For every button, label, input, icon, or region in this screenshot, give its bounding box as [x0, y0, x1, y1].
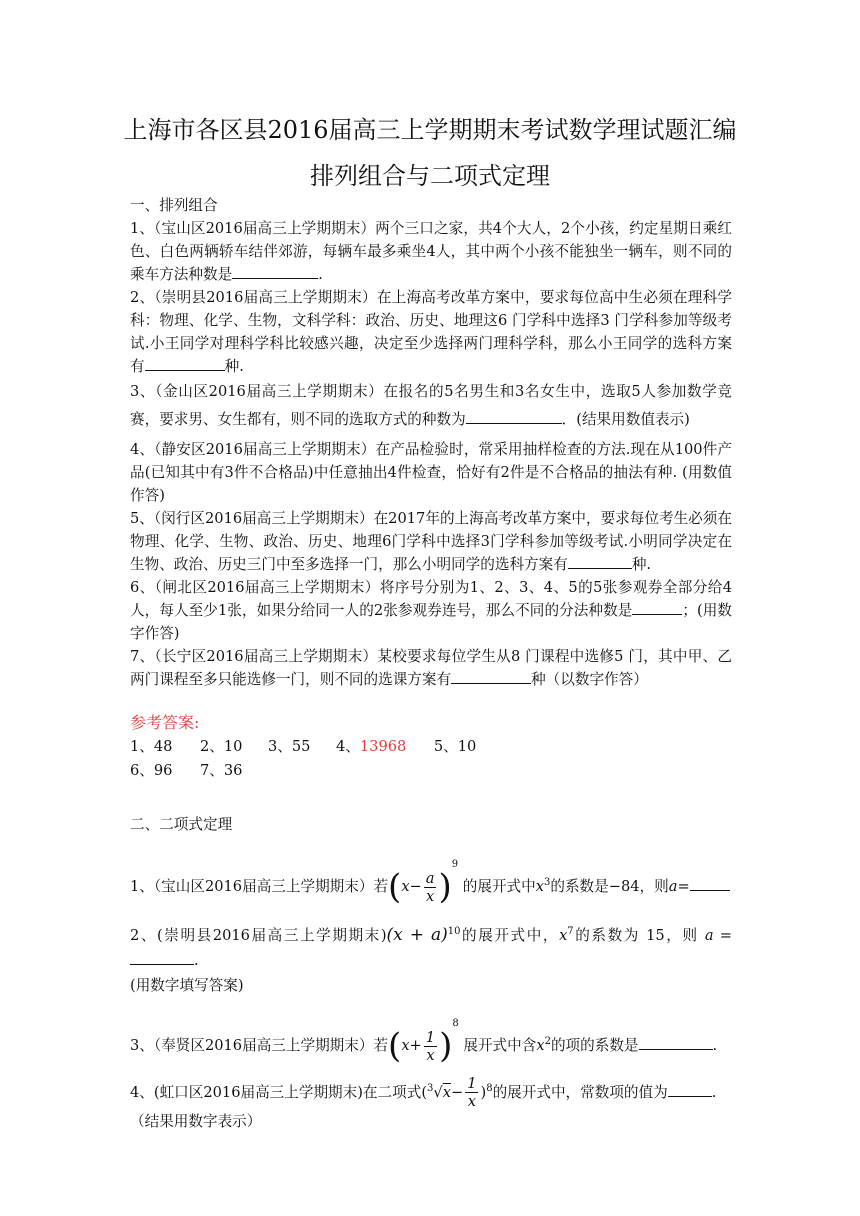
answer-blank: [639, 1035, 713, 1050]
answer-blank: [466, 409, 562, 424]
question-1-5: 5、（闵行区2016届高三上学期期末）在2017年的上海高考改革方案中，要求每位考生必须在物理、化学、生物、政治、历史、地理6门学科中选择3门学科参加等级考试.小明同学决定在生物、政治、历史三门中至多选择一门，那么小明同学的选科方案有 种.: [130, 510, 732, 573]
question-1-7: 7、（长宁区2016届高三上学期期末）某校要求每位学生从8 门课程中选修5 门，其中甲、乙两门课程至多只能选修一门，则不同的选课方案有 种（以数字作答）: [130, 648, 732, 688]
question-1-6: 6、（闸北区2016届高三上学期期末）将序号分别为1、2、3、4、5的5张参观券全部分给4人，每人至少1张，如果分给同一人的2张参观券连号，那么不同的分法种数是 ；(用数字作答): [130, 579, 732, 642]
question-2-4: 4、(虹口区2016届高三上学期期末)在二项式($^3$√x− $\frac{1}{x}$ )$^8$的展开式中，常数项的值为 .: [130, 1075, 717, 1111]
answer-blank: [145, 356, 225, 371]
document-title: 上海市各区县2016届高三上学期期末考试数学理试题汇编: [123, 116, 737, 144]
question-2-3: 3、（奉贤区2016届高三上学期期末）若(x+ $\frac{1}{x}$ )$^8$ 展开式中含$x^2$的项的系数是 .: [130, 1018, 718, 1067]
answer-blank: [232, 264, 318, 279]
highlighted-answer: 13968: [359, 738, 407, 755]
answer-blank: [690, 876, 730, 891]
answer-blank: [568, 554, 632, 569]
question-1-1: 1、（宝山区2016届高三上学期期末）两个三口之家，共4个大人，2个小孩，约定星期日乘红色、白色两辆轿车结伴郊游，每辆车最多乘坐4人，其中两个小孩不能独坐一辆车，则不同的乘车方法种数是 .: [130, 220, 732, 283]
answer-blank: [130, 950, 194, 965]
document-subtitle: 排列组合与二项式定理: [310, 162, 550, 190]
question-2-1: 1、（宝山区2016届高三上学期期末）若(x− $\frac{a}{x}$ )$^9$ 的展开式中$x^3$的系数是−84，则a=: [130, 850, 732, 905]
section-heading-combinatorics: 一、排列组合: [130, 197, 218, 214]
document-body: [130, 194, 732, 1133]
answers-heading: 参考答案:: [130, 713, 200, 732]
answers-row-2: 6、96 7、36: [130, 762, 243, 779]
answer-blank: [451, 669, 531, 684]
question-2-4-note: （结果用数字表示）: [130, 1113, 262, 1131]
question-1-3: 3、（金山区2016届高三上学期期末）在报名的5名男生和3名女生中，选取5人参加数学竞赛，要求男、女生都有，则不同的选取方式的种数为 ．(结果用数值表示): [130, 383, 732, 428]
section-heading-binomial: 二、二项式定理: [130, 816, 233, 833]
answers-row-1: 1、48 2、10 3、55 4、13968 5、10: [130, 735, 732, 759]
question-2-2-note: (用数字填写答案): [130, 977, 244, 995]
question-1-4: 4、（静安区2016届高三上学期期末）在产品检验时，常采用抽样检查的方法.现在从100件产品(已知其中有3件不合格品)中任意抽出4件检查，恰好有2件是不合格品的抽法有种. (用数值作答): [130, 441, 732, 504]
answer-blank: [668, 1082, 712, 1097]
question-2-2: 2、(崇明县2016届高三上学期期末)$(x + a)^{10}$的展开式中，$x^7$的系数为 15，则 a =.: [130, 924, 732, 970]
question-1-2: 2、（崇明县2016届高三上学期期末）在上海高考改革方案中，要求每位高中生必须在理科学科：物理、化学、生物，文科学科：政治、历史、地理这6 门学科中选择3 门学科参加等级考试.小王同学对理科学科比较感兴趣，决定至少选择两门理科学科，那么小王同学的选科方案有 种.: [130, 289, 732, 375]
answer-blank: [632, 600, 682, 615]
